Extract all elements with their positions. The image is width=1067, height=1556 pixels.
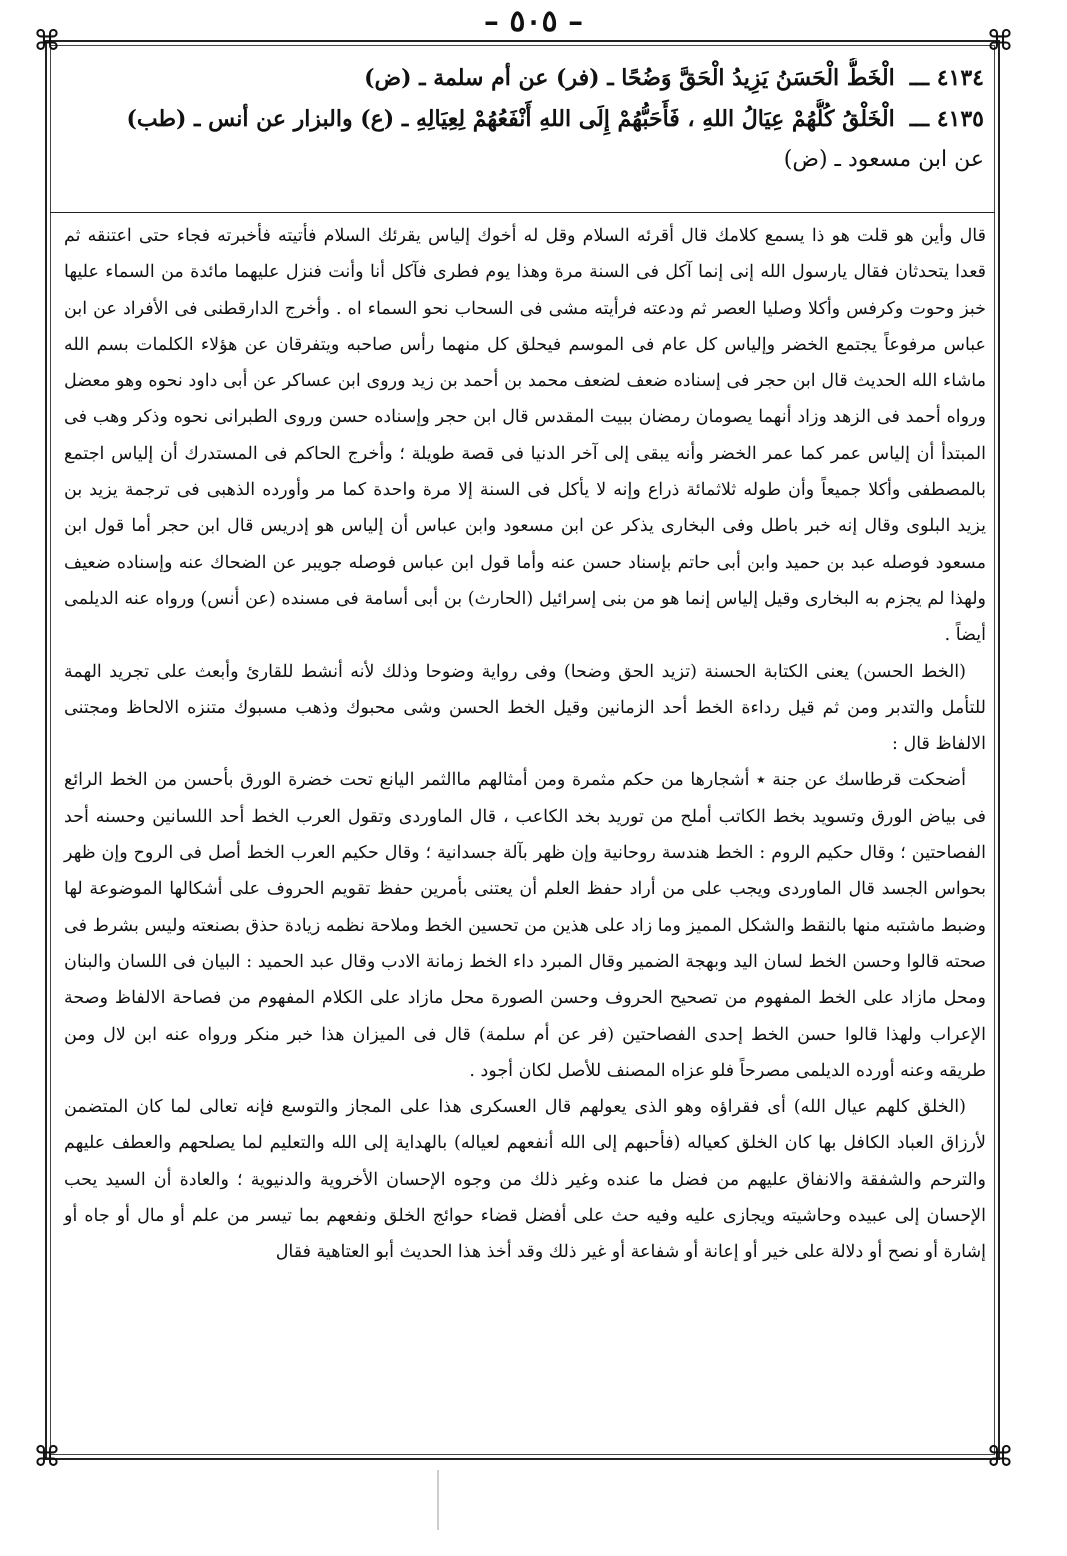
commentary-paragraph: (الخلق كلهم عيال الله) أى فقراؤه وهو الذى يعولهم قال العسكرى هذا على المجاز والتوسع فإنه تعالى لما كان المتضمن لأرزاق العباد الكافل بها كان الخلق كعياله (فأحبهم إلى الله أنفعهم لعياله) بالهداية إلى الله والتعليم لما يصلحهم والعطف عليهم والترحم والشفقة والانفاق عليهم من فضل ما عنده وغير ذلك من وجوه الإحسان الأخروية والدنيوية ؛ والعادة أن السيد يحب الإحسان إلى عبيده وحاشيته ويجازى عليه وفيه حث على أفضل قضاء حوائج الخلق ونفعهم بما تيسر من علم أو مال أو جاه أو إشارة أو نصح أو دلالة على خير أو إعانة أو شفاعة أو غير ذلك وقد أخذ هذا الحديث أبو العتاهية فقال [64, 1097, 986, 1263]
hadith-text: الْخَطُّ الْحَسَنُ يَزِيدُ الْحَقَّ وَضُحًا ـ (فر) عن أم سلمة ـ (ض) [364, 65, 895, 91]
hadith-entry [64, 58, 984, 99]
hadith-number: ٤١٣٤ ـــ [909, 65, 984, 91]
section-divider [50, 212, 995, 213]
commentary-paragraph: (الخط الحسن) يعنى الكتابة الحسنة (تزيد الحق وضحا) وفى رواية وضوحا وذلك لأنه أنشط للقارئ وأبعث على تجريد الهمة للتأمل والتدبر ومن ثم قيل رداءة الخط أحد الزمانين وقيل الخط الحسن وشى محبوك وذهب مسبوك متنزه الالحاظ ومجتنى الالفاظ قال : [64, 661, 986, 755]
hadith-entry [64, 99, 984, 140]
scan-artifact [437, 1470, 439, 1530]
hadith-continuation [64, 140, 984, 180]
knot-ornament-icon: ⌘ [986, 24, 1014, 57]
knot-ornament-icon: ⌘ [986, 1440, 1014, 1473]
knot-ornament-icon: ⌘ [33, 24, 61, 57]
hadith-section [64, 58, 984, 180]
commentary-paragraph: أضحكت قرطاسك عن جنة ٭ أشجارها من حكم مثمرة ومن أمثالهم ماالثمر اليانع تحت خضرة الورق بأحسن من الخط الرائع فى بياض الورق وتسويد بخط الكاتب أملح من توريد بخد الكاعب ، قال الماوردى وتقول العرب الخط أحد اللسانين وحسنه أحد الفصاحتين ؛ وقال حكيم الروم : الخط هندسة روحانية وإن ظهر بآلة جسدانية ؛ وقال حكيم العرب الخط أصل فى الروح وإن ظهر بحواس الجسد قال الماوردى ويجب على من أراد حفظ العلم أن يعتنى بأمرين حفظ تقويم الحروف على أشكالها الموضوعة لها وضبط ماشتبه منها بالنقط والشكل المميز وما زاد على هذين من تحسين الخط وملاحة نظمه زيادة حذق بصنعته وليس بشرط فى صحته قالوا وحسن الخط لسان اليد وبهجة الضمير وقال المبرد داء الخط زمانة الادب وقال عبد الحميد : البيان فى اللسان والبنان ومحل مازاد على الخط المفهوم من تصحيح الحروف وحسن الصورة محل مازاد على الكلام المفهوم من فصاحة الالفاظ وصحة الإعراب ولهذا قالوا حسن الخط إحدى الفصاحتين (فر عن أم سلمة) قال فى الميزان هذا خبر منكر ورواه عنه ابن لال ومن طريقه وعنه أورده الديلمى مصرحاً فلو عزاه المصنف للأصل لكان أجود . [64, 770, 986, 1081]
knot-ornament-icon: ⌘ [33, 1440, 61, 1473]
hadith-continuation-text: عن ابن مسعود ـ (ض) [783, 147, 984, 172]
hadith-number: ٤١٣٥ ـــ [909, 106, 984, 132]
hadith-text: الْخَلْقُ كُلُّهُمْ عِيَالُ اللهِ ، فَأَحَبُّهُمْ إِلَى اللهِ أَنْفَعُهُمْ لِعِيَالِهِ ـ (ع) والبزار عن أنس ـ (طب) [126, 106, 895, 132]
commentary-paragraph: قال وأين هو قلت هو ذا يسمع كلامك قال أقرئه السلام وقل له أخوك إلياس يقرئك السلام فأتيته فأخبرته فجاء حتى اعتنقه ثم قعدا يتحدثان فقال يارسول الله إنى إنما آكل فى السنة مرة وهذا يوم فطرى فآكل أنا وأنت فنزل عليهما مائدة من السماء عليها خبز وحوت وكرفس وأكلا وصليا العصر ثم ودعته فرأيته مشى فى السحاب نحو السماء اه . وأخرج الدارقطنى فى الأفراد عن ابن عباس مرفوعاً يجتمع الخضر وإلياس كل عام فى الموسم فيحلق كل منهما رأس صاحبه ويتفرقان عن هؤلاء الكلمات بسم الله ماشاء الله الحديث قال ابن حجر فى إسناده ضعف لضعف محمد بن أحمد بن زيد وروى ابن عساكر عن أبى داود نحوه وهو معضل ورواه أحمد فى الزهد وزاد أنهما يصومان رمضان ببيت المقدس قال ابن حجر وإسناده حسن وروى الطبرانى نحوه وذكر وهب فى المبتدأ أن إلياس عمر كما عمر الخضر وأنه يبقى إلى آخر الدنيا فى قصة طويلة ؛ وأخرج الحاكم فى المستدرك أن إلياس اجتمع بالمصطفى وأكلا جميعاً وأن طوله ثلاثمائة ذراع وإنه لا يأكل فى السنة إلا مرة واحدة كما مر وأورده الذهبى فى ترجمة يزيد بن يزيد البلوى وقال إنه خبر باطل وفى البخارى يذكر عن ابن مسعود وابن عباس أن إلياس هو إدريس قال ابن حجر أما قول ابن مسعود فوصله عبد بن حميد وابن أبى حاتم بإسناد حسن عنه وأما قول ابن عباس فوصله جويبر عن الضحاك عنه وإسناده ضعيف ولهذا لم يجزم به البخارى وقيل إلياس إنما هو من بنى إسرائيل (الحارث) بن أبى أسامة فى مسنده (عن أنس) ورواه عنه الديلمى أيضاً . [64, 226, 986, 646]
commentary-section [64, 218, 986, 1271]
page-number: – ٥٠٥ – [483, 4, 584, 39]
